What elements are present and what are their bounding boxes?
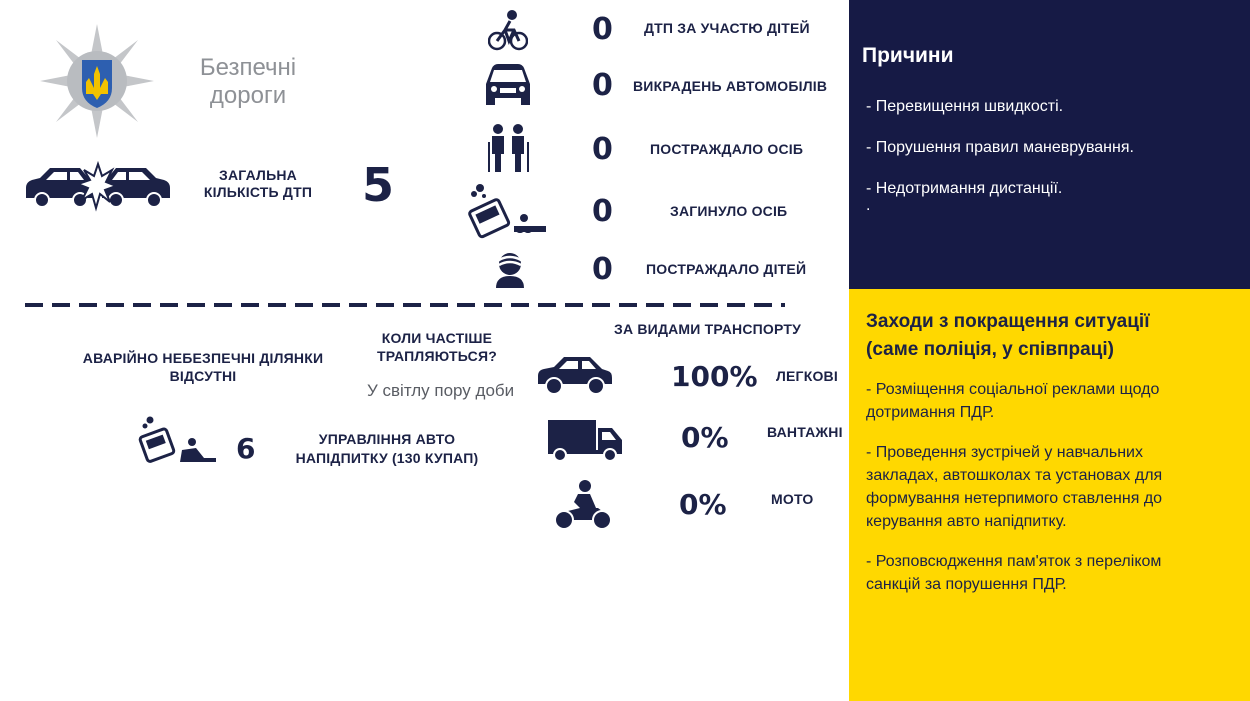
total-label xyxy=(188,167,328,201)
dangerous-sections-text xyxy=(80,349,326,385)
logo-text xyxy=(193,54,303,110)
dangerous-sections-line1: АВАРІЙНО НЕБЕЗПЕЧНІ ДІЛЯНКИ xyxy=(82,350,324,366)
truck-icon xyxy=(546,418,624,462)
measures-list xyxy=(866,378,1216,596)
causes-item: - Недотримання дистанції. xyxy=(866,180,1063,197)
stat-value-killed: 0 xyxy=(592,194,613,229)
transport-label-moto: МОТО xyxy=(771,491,814,507)
car-crash-icon xyxy=(22,160,174,212)
transport-value-moto: 0% xyxy=(679,488,727,521)
total-label-line2: КІЛЬКІСТЬ ДТП xyxy=(203,184,313,200)
crash-victim-icon xyxy=(466,180,550,240)
stat-value-car-thefts: 0 xyxy=(592,68,613,103)
drunk-crash-icon xyxy=(138,414,218,464)
causes-item: - Перевищення швидкості. xyxy=(866,98,1064,115)
car-side-icon xyxy=(536,354,614,396)
measures-item: - Проведення зустрічей у навчальних закладах, автошколах та установах для формування нетерпимого ставлення до керування авто напідпитку. xyxy=(866,444,1163,530)
section-divider xyxy=(25,303,785,307)
drunk-value: 6 xyxy=(236,432,256,465)
logo-line2: дороги xyxy=(209,82,287,109)
stat-label-children-accidents: ДТП ЗА УЧАСТЮ ДІТЕЙ xyxy=(644,20,810,36)
measures-item: - Розповсюдження пам'яток з переліком санкцій за порушення ПДР. xyxy=(866,553,1162,593)
transport-title: ЗА ВИДАМИ ТРАНСПОРТУ xyxy=(614,321,801,337)
stat-label-car-thefts: ВИКРАДЕНЬ АВТОМОБІЛІВ xyxy=(633,78,828,94)
injured-people-icon xyxy=(484,122,534,174)
measures-title-line2: (саме поліція, у співпраці) xyxy=(866,339,1114,360)
stat-value-injured: 0 xyxy=(592,132,613,167)
motorcycle-icon xyxy=(552,478,614,532)
stat-value-children-accidents: 0 xyxy=(592,12,613,47)
injured-child-icon xyxy=(492,250,528,288)
total-label-line1: ЗАГАЛЬНА xyxy=(219,167,297,183)
stat-label-killed: ЗАГИНУЛО ОСІБ xyxy=(670,203,788,219)
causes-extra: . xyxy=(866,197,871,214)
when-line1: КОЛИ ЧАСТІШЕ xyxy=(381,330,493,346)
causes-list xyxy=(866,95,1236,212)
measures-item: - Розміщення соціальної реклами щодо дотримання ПДР. xyxy=(866,381,1160,421)
total-value: 5 xyxy=(362,158,395,212)
police-star-logo-icon xyxy=(38,22,156,140)
when-answer: У світлу пору доби xyxy=(367,381,515,400)
stat-label-injured-children: ПОСТРАЖДАЛО ДІТЕЙ xyxy=(646,261,807,277)
logo-line1: Безпечні xyxy=(199,54,297,81)
drunk-label-line1: УПРАВЛІННЯ АВТО xyxy=(318,431,456,447)
when-question xyxy=(366,329,508,365)
causes-title: Причини xyxy=(862,44,954,67)
transport-value-cars: 100% xyxy=(671,360,758,393)
measures-title-line1: Заходи з покращення ситуації xyxy=(866,311,1150,332)
car-front-icon xyxy=(482,62,534,106)
stat-value-injured-children: 0 xyxy=(592,252,613,287)
drunk-label-line2: НАПІДПИТКУ (130 КУПАП) xyxy=(295,450,479,466)
cyclist-icon xyxy=(488,8,528,52)
causes-panel xyxy=(849,0,1250,289)
measures-panel xyxy=(849,289,1250,701)
transport-label-cars: ЛЕГКОВІ xyxy=(776,368,838,384)
stat-label-injured: ПОСТРАЖДАЛО ОСІБ xyxy=(650,141,804,157)
dangerous-sections-line2: ВІДСУТНІ xyxy=(169,368,237,384)
drunk-label xyxy=(282,430,492,468)
transport-label-trucks: ВАНТАЖНІ xyxy=(767,424,843,440)
measures-title xyxy=(866,308,1246,364)
transport-value-trucks: 0% xyxy=(681,421,729,454)
when-line2: ТРАПЛЯЮТЬСЯ? xyxy=(376,348,497,364)
causes-item: - Порушення правил маневрування. xyxy=(866,139,1134,156)
